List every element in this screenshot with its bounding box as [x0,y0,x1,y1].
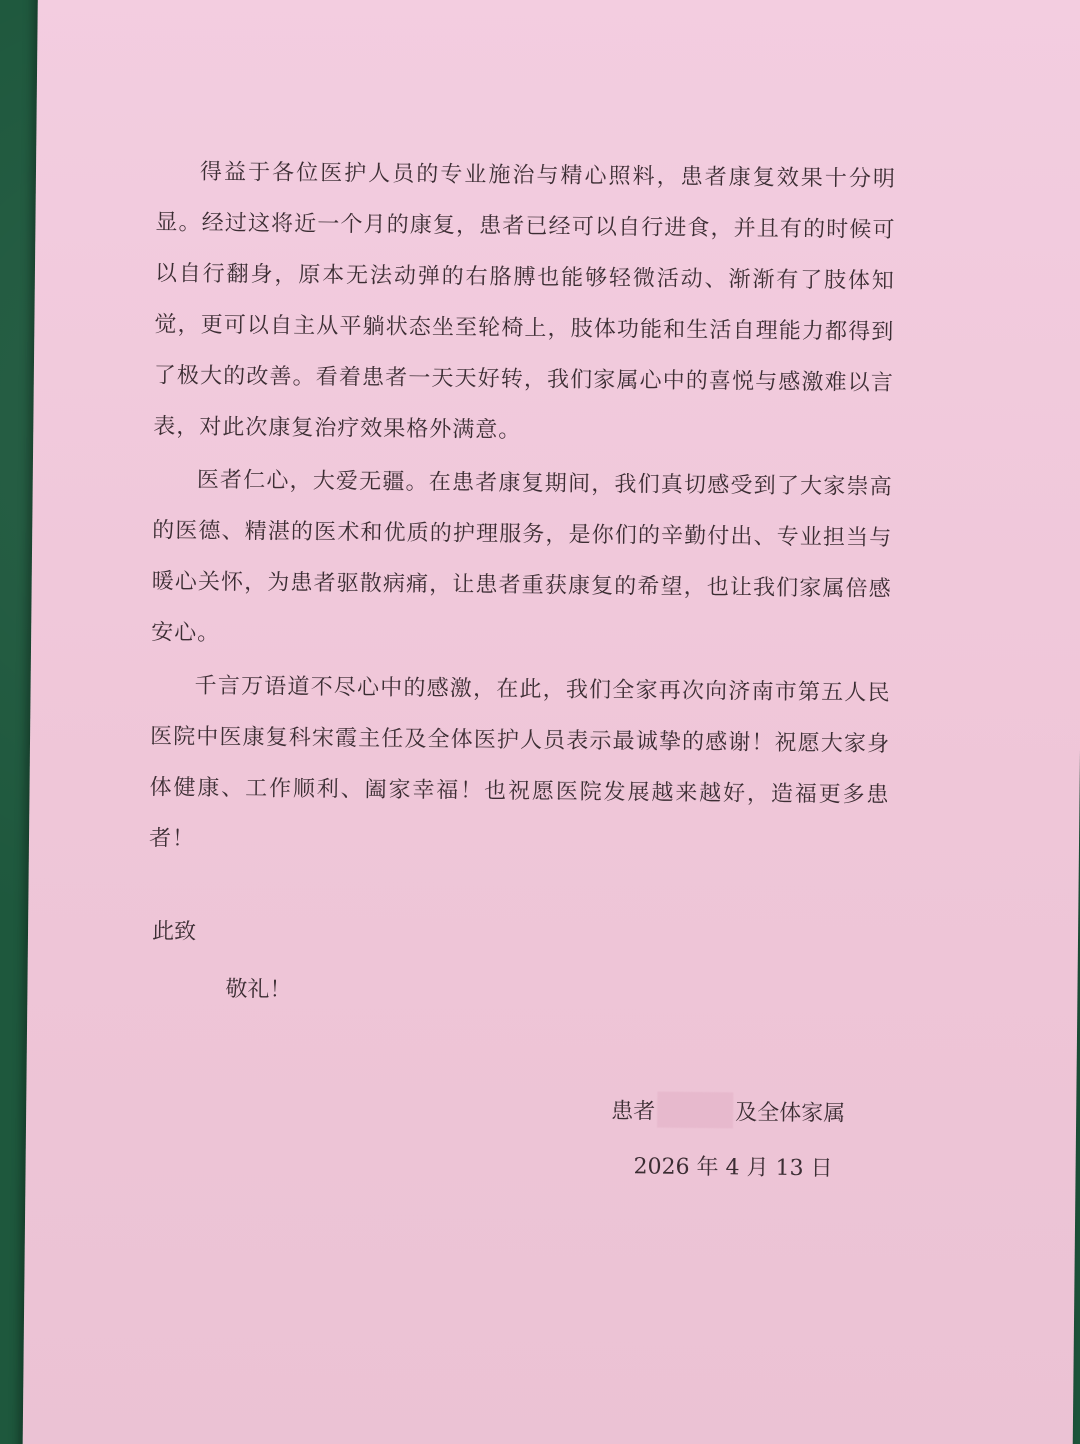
letter-paper [23,0,1080,1444]
redacted-name [657,1092,733,1129]
closing-greeting: 此致 [151,919,197,945]
letter-body [149,146,896,872]
letter-date: 2026 年 4 月 13 日 [633,1154,833,1182]
closing-salute: 敬礼！ [225,977,292,1003]
signature-prefix: 患者 [611,1098,656,1125]
paragraph-gratitude: 医者仁心，大爱无疆。在患者康复期间，我们真切感受到了大家崇高的医德、精湛的医术和优质的护理服务，是你们的辛勤付出、专业担当与暖心关怀，为患者驱散病痛，让患者重获康复的希望，也让我们家属倍感安心。 [151,467,893,646]
signature-suffix: 及全体家属 [735,1099,846,1127]
paragraph-recovery: 得益于各位医护人员的专业施治与精心照料，患者康复效果十分明显。经过这将近一个月的康复，患者已经可以自行进食，并且有的时候可以自行翻身，原本无法动弹的右胳膊也能够轻微活动、渐渐有了肢体知觉，更可以自主从平躺状态坐至轮椅上，肢体功能和生活自理能力都得到了极大的改善。看着患者一天天好转，我们家属心中的喜悦与感激难以言表，对此次康复治疗效果格外满意。 [153,159,897,444]
signature-line [611,1091,845,1129]
paragraph-thanks: 千言万语道不尽心中的感激，在此，我们全家再次向济南市第五人民医院中医康复科宋霞主任及全体医护人员表示最诚挚的感谢！祝愿大家身体健康、工作顺利、阖家幸福！也祝愿医院发展越来越好，造福更多患者！ [148,673,891,852]
